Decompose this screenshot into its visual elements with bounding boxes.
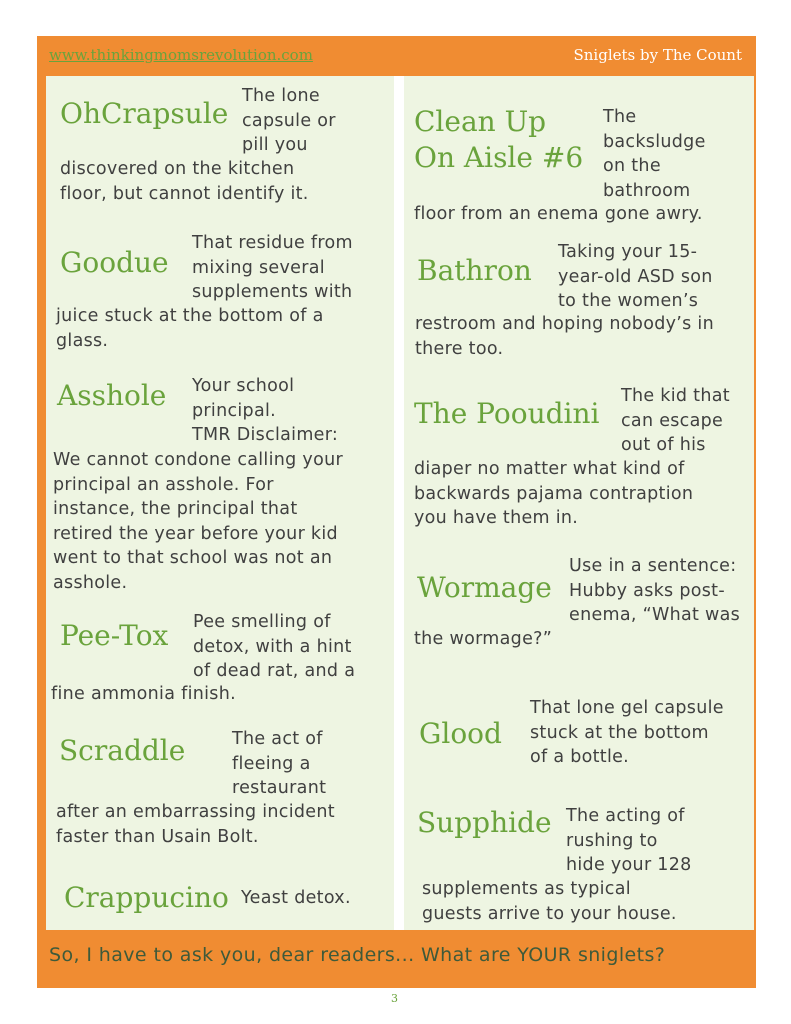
definition-glood: That lone gel capsule stuck at the bottom of a bottle. (530, 698, 724, 767)
term-the-pooudini: The Pooudini (414, 397, 600, 430)
definition-supphide-cont: supplements as typical guests arrive to your house. (422, 879, 677, 924)
column-divider (394, 76, 404, 930)
term-clean-up-on-aisle-6: Clean Up On Aisle #6 (414, 105, 584, 174)
right-column (404, 76, 754, 930)
page-number: 3 (391, 992, 398, 1005)
left-column (46, 76, 394, 930)
definition-scraddle: The act of fleeing a restaurant (232, 729, 327, 798)
term-wormage: Wormage (417, 571, 552, 604)
definition-clean-up-cont: floor from an enema gone awry. (414, 204, 703, 224)
term-asshole: Asshole (57, 379, 167, 412)
definition-asshole: Your school principal. TMR Disclaimer: (192, 376, 339, 445)
term-bathron: Bathron (417, 254, 532, 287)
series-title: Sniglets by The Count (573, 46, 742, 64)
term-pee-tox: Pee-Tox (60, 619, 169, 652)
definition-wormage: Use in a sentence: Hubby asks post- enema, “What was (569, 556, 741, 625)
definition-wormage-cont: the wormage?” (414, 629, 553, 649)
definition-pooudini: The kid that can escape out of his (621, 386, 730, 455)
footer-bar (37, 930, 756, 986)
reader-question: So, I have to ask you, dear readers... What are YOUR sniglets? (49, 944, 666, 966)
definition-scraddle-cont: after an embarrassing incident faster than Usain Bolt. (56, 802, 335, 847)
site-link[interactable]: www.thinkingmomsrevolution.com (49, 46, 313, 64)
term-supphide: Supphide (417, 806, 552, 839)
definition-goodue-cont: juice stuck at the bottom of a glass. (56, 306, 324, 351)
header-bar (37, 36, 756, 76)
definition-ohcrapsule-cont: discovered on the kitchen floor, but cannot identify it. (60, 159, 309, 204)
definition-supphide: The acting of rushing to hide your 128 (566, 806, 692, 875)
term-scraddle: Scraddle (59, 734, 186, 767)
definition-bathron-cont: restroom and hoping nobody’s in there too. (415, 314, 714, 359)
definition-goodue: That residue from mixing several supplements with (192, 233, 353, 302)
definition-clean-up: The backsludge on the bathroom (603, 107, 706, 201)
term-crappucino: Crappucino (64, 881, 229, 914)
definition-pooudini-cont: diaper no matter what kind of backwards pajama contraption you have them in. (414, 459, 694, 528)
definition-pee-tox: Pee smelling of detox, with a hint of dead rat, and a (193, 612, 356, 681)
definition-pee-tox-cont: fine ammonia finish. (51, 684, 236, 704)
term-ohcrapsule: OhCrapsule (60, 97, 229, 130)
definition-asshole-cont: We cannot condone calling your principal an asshole. For instance, the principal that retired the year before your kid went to that school was not an asshole. (53, 450, 343, 593)
definition-bathron: Taking your 15- year-old ASD son to the women’s (558, 242, 713, 311)
term-goodue: Goodue (60, 246, 169, 279)
definition-ohcrapsule: The lone capsule or pill you (242, 86, 336, 155)
term-glood: Glood (419, 717, 502, 750)
definition-crappucino: Yeast detox. (241, 888, 351, 908)
